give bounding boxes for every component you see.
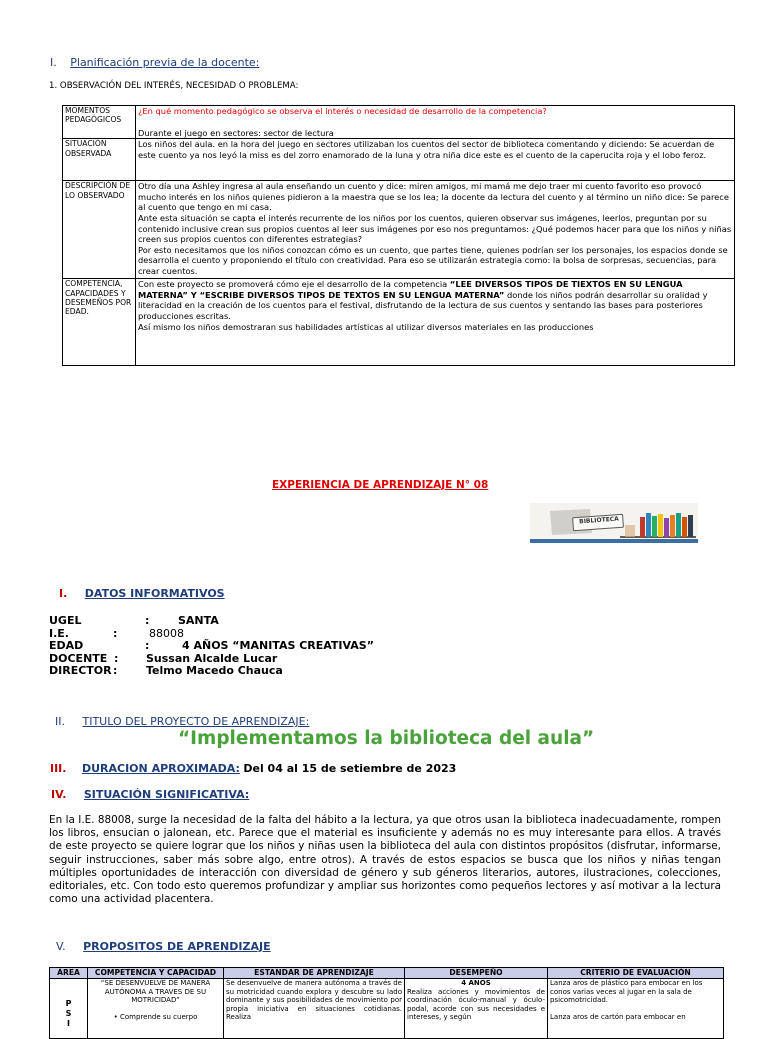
section-title: Planificación previa de la docente:	[70, 56, 260, 69]
desempeno-text: Realiza acciones y movimientos de coordinación óculo-manual y óculo-podal, acorde con sus necesidades e intereses, y según	[407, 987, 545, 1022]
criterio-text-1: Lanza aros de plástico para embocar en los conos varias veces al jugar en la sala de psicomotricidad.	[550, 979, 703, 1005]
info-value: Sussan Alcalde Lucar	[146, 651, 278, 665]
momentos-cell	[136, 106, 735, 139]
capacidad-text: • Comprende su cuerpo	[113, 1012, 198, 1021]
info-block	[49, 614, 449, 677]
info-sep: :	[145, 614, 150, 627]
descripcion-paragraph-2: Ante esta situación se capta el interés recurrente de los niños por los cuentos, quieren observar sus imágenes, leerlos, preguntan por su contenido inclusive crean sus propios cuentos al leer sus imágenes por eso nos preguntamos: ¿Qué podemos hacer para que los niños y niñas creen sus propios cuentos con diferentes estrategias?	[138, 212, 732, 245]
project-title: “Implementamos la biblioteca del aula”	[178, 728, 595, 749]
competencia-names: “LEE DIVERSOS TIPOS DE TIEXTOS EN SU LENGUA MATERNA” Y “ESCRIBE DIVERSOS TIPOS DE TEXTOS EN SU LENGUA MATERNA”	[138, 279, 683, 300]
section-propositos	[56, 940, 271, 953]
competencia-text: “SE DESENVUELVE DE MANERA AUTÓNOMA A TRAVES DE SU MOTRICIDAD”	[100, 979, 211, 1005]
info-row-ie	[49, 627, 449, 640]
library-sign-label: BIBLIOTECA	[578, 515, 620, 526]
section-planificacion	[50, 56, 259, 69]
criterio-cell	[548, 979, 724, 1039]
header-criterio: CRITERIO DE EVALUACIÓN	[548, 968, 724, 979]
header-area: ÁREA	[50, 968, 88, 979]
section-title: SITUACIÓN SIGNIFICATIVA:	[83, 788, 250, 801]
header-desempeno: DESEMPEÑO	[405, 968, 548, 979]
info-value: Telmo Macedo Chauca	[146, 664, 283, 678]
row-label-descripcion: DESCRIPCIÓN DE LO OBSERVADO	[63, 181, 136, 279]
section-number: I.	[59, 587, 68, 600]
descripcion-cell	[136, 181, 735, 279]
info-sep: :	[113, 626, 118, 640]
observation-table	[62, 105, 735, 366]
section-titulo	[55, 715, 309, 728]
criterio-text-2: Lanza aros de cartón para embocar en	[550, 1012, 686, 1021]
competencia-cell	[88, 979, 224, 1039]
info-label: I.E.	[49, 626, 69, 640]
info-sep: :	[113, 664, 118, 678]
observation-heading: 1. OBSERVACIÓN DEL INTERÉS, NECESIDAD O PROBLEMA:	[49, 81, 299, 91]
duration-value: Del 04 al 15 de setiembre de 2023	[243, 762, 457, 775]
section-title: PROPOSITOS DE APRENDIZAJE	[83, 940, 271, 953]
library-image	[530, 503, 698, 543]
info-row-docente	[49, 652, 449, 665]
area-cell	[50, 979, 88, 1039]
section-title: DURACION APROXIMADA:	[81, 762, 240, 775]
library-illustration-icon	[530, 503, 698, 543]
info-row-ugel	[49, 614, 449, 627]
momentos-question: ¿En qué momento pedagógico se observa el interés o necesidad de desarrollo de la competencia?	[138, 106, 547, 116]
competencia-paragraph-2: Así mismo los niños demostraran sus habilidades artísticas al utilizar diversos materiales en las producciones	[138, 321, 594, 332]
experience-title: EXPERIENCIA DE APRENDIZAJE N° 08	[272, 479, 489, 491]
info-label: DIRECTOR	[49, 664, 112, 678]
desempeno-cell	[405, 979, 548, 1039]
info-sep: :	[114, 651, 119, 665]
section-title: DATOS INFORMATIVOS	[84, 587, 225, 600]
info-label: DOCENTE	[49, 651, 108, 665]
purposes-table	[49, 967, 724, 1039]
estandar-text: Se desenvuelve de manera autónoma a través de su motricidad cuando explora y descubre su lado dominante y sus posibilidades de movimiento por propia iniciativa en situaciones cotidianas. Realiza	[224, 979, 405, 1039]
descripcion-paragraph-1: Otro día una Ashley ingresa al aula enseñando un cuento y dice: miren amigos, mi mamá me dejo traer mi cuento favorito eso provocó mucho interés en los niños quienes pidieron a la maestra que se los lea; la docente da lectura del cuento y al término un niño dice: Se parece al cuento que tengo en mi casa.	[138, 181, 729, 213]
info-value: 4 AÑOS “MANITAS CREATIVAS”	[182, 639, 374, 653]
competencia-cell	[136, 279, 735, 366]
section-number: III.	[50, 762, 67, 775]
info-label: UGEL	[49, 614, 82, 627]
momentos-answer: Durante el juego en sectores: sector de lectura	[138, 127, 334, 138]
competencia-intro: Con este proyecto se promoverá cómo eje el desarrollo de la competencia	[138, 279, 450, 290]
competencia-rest: donde los niños podrán desarrollar su oralidad y literacidad en la creación de los cuentos para el festival, disfrutando de la lectura de sus cuentos y sentando las bases para posteriores producciones escritas.	[138, 289, 708, 321]
descripcion-paragraph-3: Por esto necesitamos que los niños conozcan cómo es un cuento, que partes tiene, quienes podrían ser los personajes, los espacios donde se desarrolla el cuento y proponiendo el título con creatividad. Para eso se utilizarán estrategia como: la bolsa de sorpresas, secuencias, para crear cuentos.	[138, 244, 728, 276]
competencia-paragraph-1	[138, 279, 732, 321]
section-situacion	[51, 788, 249, 801]
situacion-text: Los niños del aula. en la hora del juego en sectores utilizaban los cuentos del sector de biblioteca comentando y diciendo: Se acuerdan de este cuento ya nos leyó la miss es del zorro enamorado de la luna y otra niña dice este es el cuento de la caperucita roja y el lobo feroz.	[136, 139, 735, 181]
header-competencia: COMPETENCIA Y CAPACIDAD	[88, 968, 224, 979]
row-label-situacion: SITUACIÓN OBSERVADA	[63, 139, 136, 181]
section-number: IV.	[51, 788, 67, 801]
header-estandar: ESTANDAR DE APRENDIZAJE	[224, 968, 405, 979]
section-number: V.	[56, 940, 66, 953]
info-label: EDAD	[49, 639, 84, 653]
section-datos	[59, 587, 225, 600]
row-label-competencia: COMPETENCIA, CAPACIDADES Y DESEMEÑOS POR EDAD.	[63, 279, 136, 366]
info-value: SANTA	[178, 614, 219, 627]
info-sep: :	[145, 639, 150, 653]
section-title: TITULO DEL PROYECTO DE APRENDIZAJE:	[82, 715, 310, 728]
section-duracion	[50, 762, 456, 775]
situation-paragraph: En la I.E. 88008, surge la necesidad de la falta del hábito a la lectura, ya que otros usan la biblioteca inadecuadamente, rompen los libros, ensucian o jalonean, etc. Parece que el material es insuficiente y además no es muy interesante para ellos. A través de este proyecto se quiere lograr que los niños y niñas usen la biblioteca del aula con distintos propósitos (disfrutar, informarse, seguir instrucciones, saber más sobre algo, entre otros). A través de estos espacios se busca que los niños y niñas tengan múltiples oportunidades de interacción con diversidad de género y sub géneros literarios, autores, ilustraciones, colecciones, editoriales, etc. Con todo esto queremos profundizar y ampliar sus horizontes como pequeños lectores y así motivar a la lectura como una actividad placentera.	[49, 814, 721, 906]
info-row-edad	[49, 639, 449, 652]
info-value: 88008	[149, 626, 184, 640]
section-number: II.	[55, 715, 65, 728]
area-text: P S I	[65, 999, 72, 1029]
info-row-director	[49, 664, 449, 677]
section-number: I.	[50, 56, 57, 69]
desempeno-age: 4 AÑOS	[461, 979, 491, 988]
row-label-momentos: MOMENTOS PEDAGÓGICOS	[63, 106, 136, 139]
